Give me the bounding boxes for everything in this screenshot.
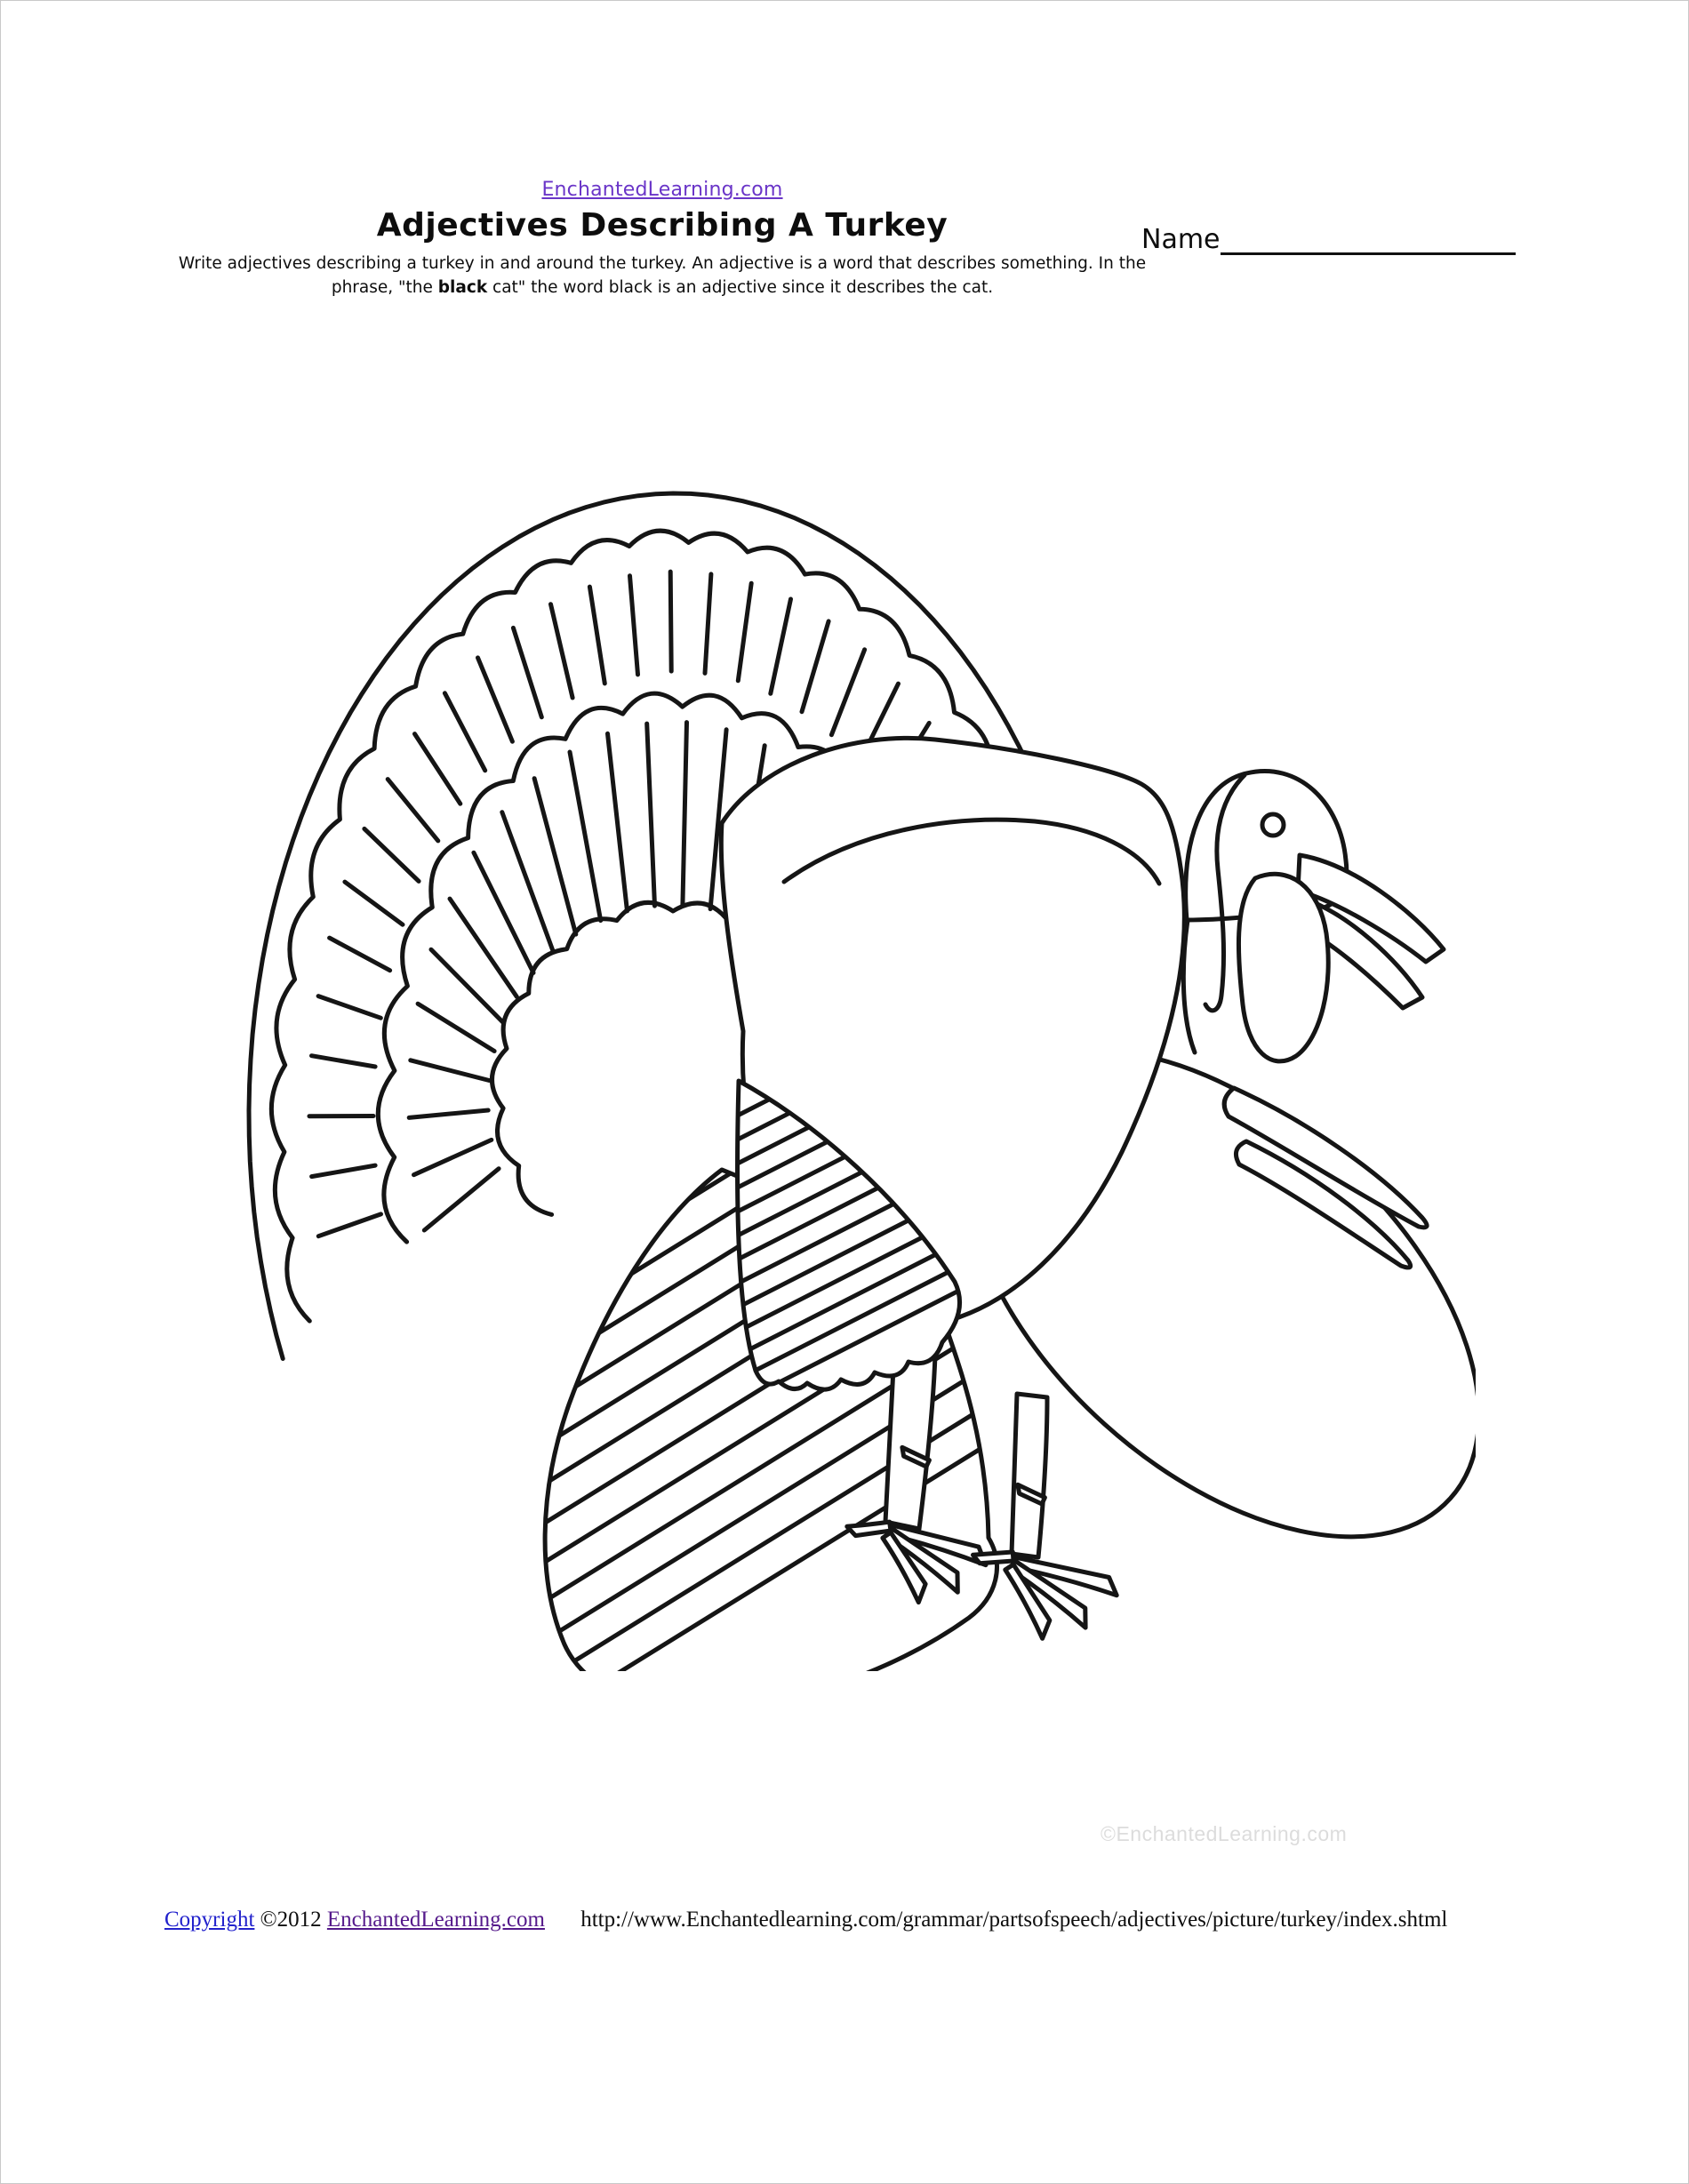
name-blank-line (1221, 224, 1516, 255)
site-link[interactable]: EnchantedLearning.com (541, 179, 783, 201)
footer (164, 1908, 1631, 1932)
footer-url: http://www.Enchantedlearning.com/grammar/partsofspeech/adjectives/picture/turkey/index.shtml (580, 1908, 1448, 1932)
name-label: Name (1141, 224, 1221, 255)
footer-site-link[interactable]: EnchantedLearning.com (326, 1908, 545, 1932)
turkey-drawing-svg (231, 462, 1476, 1671)
instructions-text (84, 252, 1240, 300)
header-site-link-row (0, 179, 1325, 201)
instructions-line1: Write adjectives describing a turkey in and around the turkey. An adjective is a word that describes something. In the (178, 254, 1147, 273)
page-title: Adjectives Describing A Turkey (376, 207, 949, 244)
instructions-line2-pre: phrase, "the (331, 278, 438, 297)
instructions-line2-post: cat" the word black is an adjective since it describes the cat. (487, 278, 994, 297)
name-field (1141, 224, 1516, 255)
instructions-line2-bold: black (437, 278, 488, 297)
watermark-text: ©EnchantedLearning.com (1101, 1822, 1348, 1845)
copyright-link[interactable]: Copyright (164, 1908, 255, 1932)
copyright-year: ©2012 (260, 1908, 322, 1932)
turkey-line-art (231, 462, 1476, 1671)
